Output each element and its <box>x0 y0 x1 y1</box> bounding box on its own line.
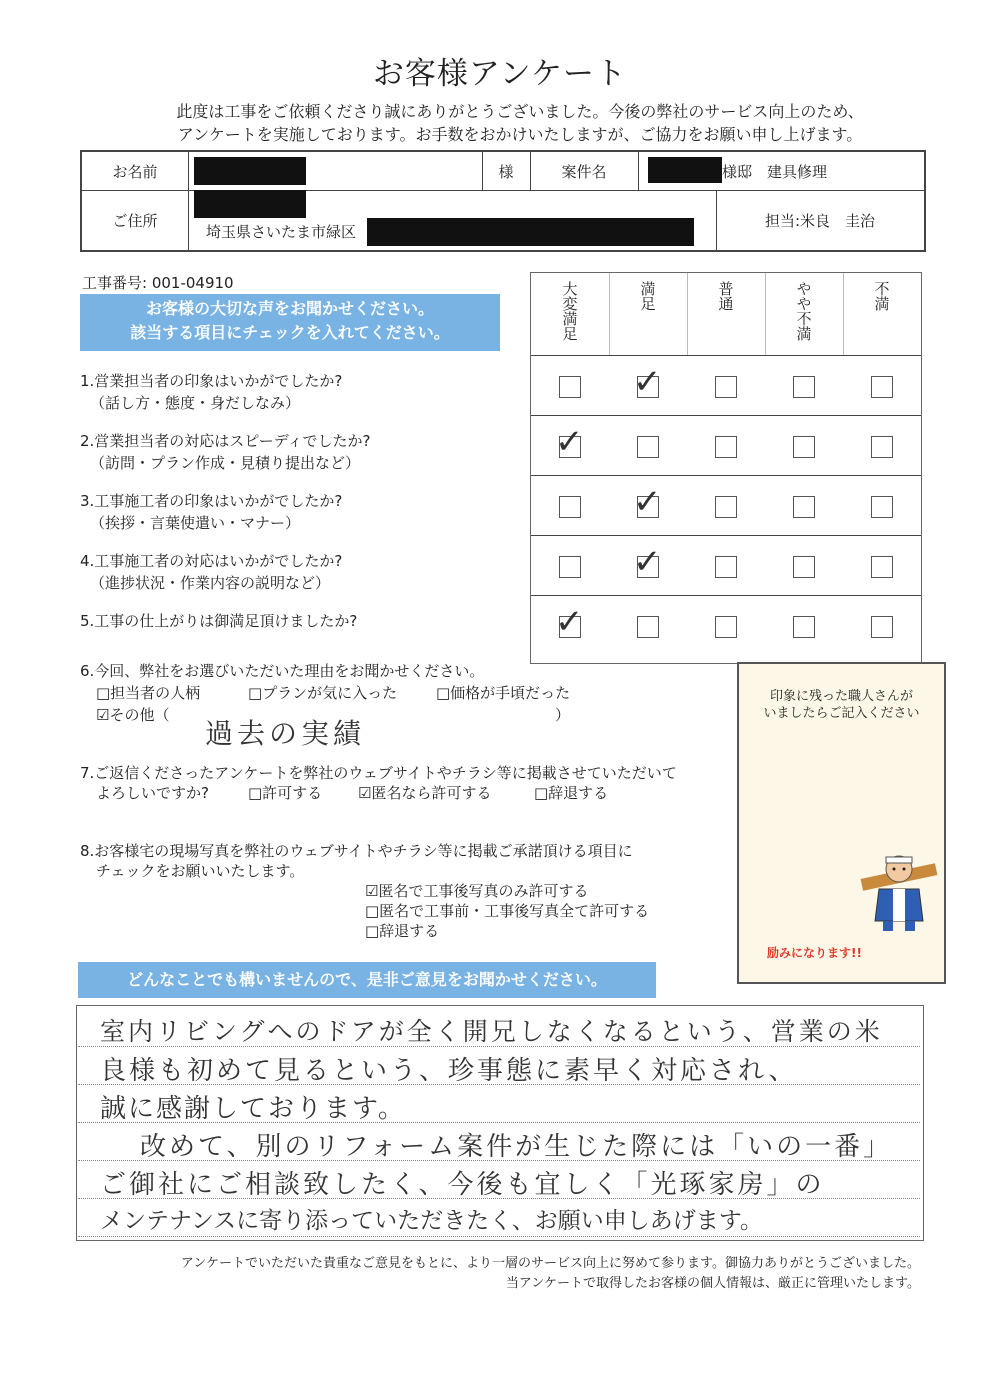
rating-header-4: やや不満 <box>794 281 813 341</box>
rating-checkbox-q1-c3[interactable] <box>715 376 737 398</box>
check-mark-q2: ✓ <box>555 422 584 462</box>
check-mark-q4: ✓ <box>633 542 662 582</box>
name-label: お名前 <box>112 162 158 181</box>
craftsman-card-footer: 励みになります!! <box>767 946 862 960</box>
q8-option-all-photos[interactable]: □匿名で工事前・工事後写真全て許可する <box>365 902 650 920</box>
address-value: 埼玉県さいたま市緑区 <box>206 222 357 241</box>
q7-option-allow[interactable]: □許可する <box>248 784 323 802</box>
address-redaction-top <box>194 190 306 218</box>
q7-option-anonymous[interactable]: ☑匿名なら許可する <box>358 784 492 802</box>
rating-checkbox-q5-c5[interactable] <box>871 616 893 638</box>
question-2-detail: （訪問・プラン作成・見積り提出など） <box>90 454 361 472</box>
q6-option-other[interactable]: ☑その他（ <box>96 706 170 724</box>
rating-checkbox-q1-c5[interactable] <box>871 376 893 398</box>
rating-checkbox-q3-c3[interactable] <box>715 496 737 518</box>
case-label: 案件名 <box>561 162 607 181</box>
rating-checkbox-q3-c4[interactable] <box>793 496 815 518</box>
rating-checkbox-q3-c5[interactable] <box>871 496 893 518</box>
question-2: 2.営業担当者の対応はスピーディでしたか? <box>80 432 371 450</box>
q7-text-2: よろしいですか? <box>96 784 209 802</box>
sama-label: 様 <box>498 162 514 181</box>
staff-name: 担当:米良 圭治 <box>764 211 876 230</box>
question-4: 4.工事施工者の対応はいかがでしたか? <box>80 552 343 570</box>
intro-line-1: 此度は工事をご依頼くださり誠にありがとうございました。今後の弊社のサービス向上のため、 <box>176 102 864 121</box>
address-redaction-main <box>367 218 694 246</box>
comment-handwritten-line-5: ご御社にご相談致したく、今後も宜しく「光琢家房」の <box>100 1170 825 1200</box>
rating-checkbox-q4-c4[interactable] <box>793 556 815 578</box>
customer-info-table <box>80 150 926 252</box>
rating-grid <box>530 272 922 664</box>
instruction-banner <box>80 294 500 351</box>
rating-header-3: 普通 <box>716 281 735 311</box>
q6-option-person[interactable]: □担当者の人柄 <box>96 684 201 702</box>
comment-handwritten-line-4: 改めて、別のリフォーム案件が生じた際には「いの一番」 <box>140 1132 893 1162</box>
comment-handwritten-line-6: メンテナンスに寄り添っていただきたく、お願い申しあげます。 <box>100 1208 763 1234</box>
craftsman-illustration <box>859 849 939 934</box>
rating-header-2: 満足 <box>638 281 657 311</box>
rating-checkbox-q1-c4[interactable] <box>793 376 815 398</box>
comment-handwritten-line-2: 良様も初めて見るという、珍事態に素早く対応され、 <box>100 1056 798 1086</box>
rating-header-5: 不満 <box>872 281 891 311</box>
rating-checkbox-q4-c1[interactable] <box>559 556 581 578</box>
question-5: 5.工事の仕上がりは御満足頂けましたか? <box>80 612 358 630</box>
rating-header-1: 大変満足 <box>560 281 579 341</box>
instruction-line-1: お客様の大切な声をお聞かせください。 <box>145 299 434 318</box>
q6-other-close: ） <box>555 706 571 724</box>
q6-option-price[interactable]: □価格が手頃だった <box>436 684 571 702</box>
case-value: 様邸 建具修理 <box>722 162 828 181</box>
name-redaction <box>194 157 306 185</box>
comment-handwritten-line-3: 誠に感謝しております。 <box>100 1094 406 1124</box>
q7-text: 7.ご返信くださったアンケートを弊社のウェブサイトやチラシ等に掲載させていただいて <box>80 764 677 782</box>
rating-checkbox-q5-c4[interactable] <box>793 616 815 638</box>
q7-option-decline[interactable]: □辞退する <box>534 784 609 802</box>
page-title: お客様アンケート <box>372 56 628 92</box>
check-mark-q1: ✓ <box>633 362 662 402</box>
question-3: 3.工事施工者の印象はいかがでしたか? <box>80 492 343 510</box>
footer-line-2: 当アンケートで取得したお客様の個人情報は、厳正に管理いたします。 <box>505 1276 920 1291</box>
rating-checkbox-q5-c2[interactable] <box>637 616 659 638</box>
comment-handwritten-line-1: 室内リビングへのドアが全く開兄しなくなるという、営業の米 <box>100 1017 883 1046</box>
q6-handwritten-answer: 過去の実績 <box>205 717 366 750</box>
q8-option-after-only[interactable]: ☑匿名で工事後写真のみ許可する <box>365 882 589 900</box>
question-3-detail: （挨拶・言葉使遣い・マナー） <box>90 514 301 532</box>
case-redaction <box>648 157 722 183</box>
footer-line-1: アンケートでいただいた貴重なご意見をもとに、より一層のサービス向上に努めて参ります。御協力ありがとうございました。 <box>180 1256 920 1271</box>
rating-checkbox-q5-c3[interactable] <box>715 616 737 638</box>
rating-checkbox-q2-c5[interactable] <box>871 436 893 458</box>
intro-text <box>120 100 920 146</box>
comment-rule-line <box>78 1236 920 1238</box>
rating-checkbox-q3-c1[interactable] <box>559 496 581 518</box>
check-mark-q3: ✓ <box>633 482 662 522</box>
q8-text-2: チェックをお願いいたします。 <box>96 862 305 880</box>
check-mark-q5: ✓ <box>555 602 584 642</box>
instruction-line-2: 該当する項目にチェックを入れてください。 <box>130 323 450 342</box>
q8-option-decline[interactable]: □辞退する <box>365 922 440 940</box>
craftsman-card <box>737 662 946 984</box>
q6-option-plan[interactable]: □プランが気に入った <box>248 684 398 702</box>
job-number: 工事番号: 001-04910 <box>82 274 234 292</box>
address-label: ご住所 <box>112 211 158 230</box>
rating-checkbox-q2-c3[interactable] <box>715 436 737 458</box>
rating-checkbox-q2-c2[interactable] <box>637 436 659 458</box>
rating-checkbox-q4-c3[interactable] <box>715 556 737 578</box>
intro-line-2: アンケートを実施しております。お手数をおかけいたしますが、ご協力をお願い申し上げます。 <box>177 125 863 144</box>
rating-checkbox-q2-c4[interactable] <box>793 436 815 458</box>
rating-checkbox-q1-c1[interactable] <box>559 376 581 398</box>
comment-banner: どんなことでも構いませんので、是非ご意見をお聞かせください。 <box>78 962 656 998</box>
question-1: 1.営業担当者の印象はいかがでしたか? <box>80 372 343 390</box>
craftsman-card-line-1: 印象に残った職人さんが <box>769 689 913 704</box>
q6-text: 6.今回、弊社をお選びいただいた理由をお聞かせください。 <box>80 662 485 680</box>
question-1-detail: （話し方・態度・身だしなみ） <box>90 394 301 412</box>
craftsman-card-line-2: いましたらご記入ください <box>763 706 920 721</box>
question-4-detail: （進捗状況・作業内容の説明など） <box>90 574 331 592</box>
rating-checkbox-q4-c5[interactable] <box>871 556 893 578</box>
q8-text: 8.お客様宅の現場写真を弊社のウェブサイトやチラシ等に掲載ご承諾頂ける項目に <box>80 842 633 860</box>
